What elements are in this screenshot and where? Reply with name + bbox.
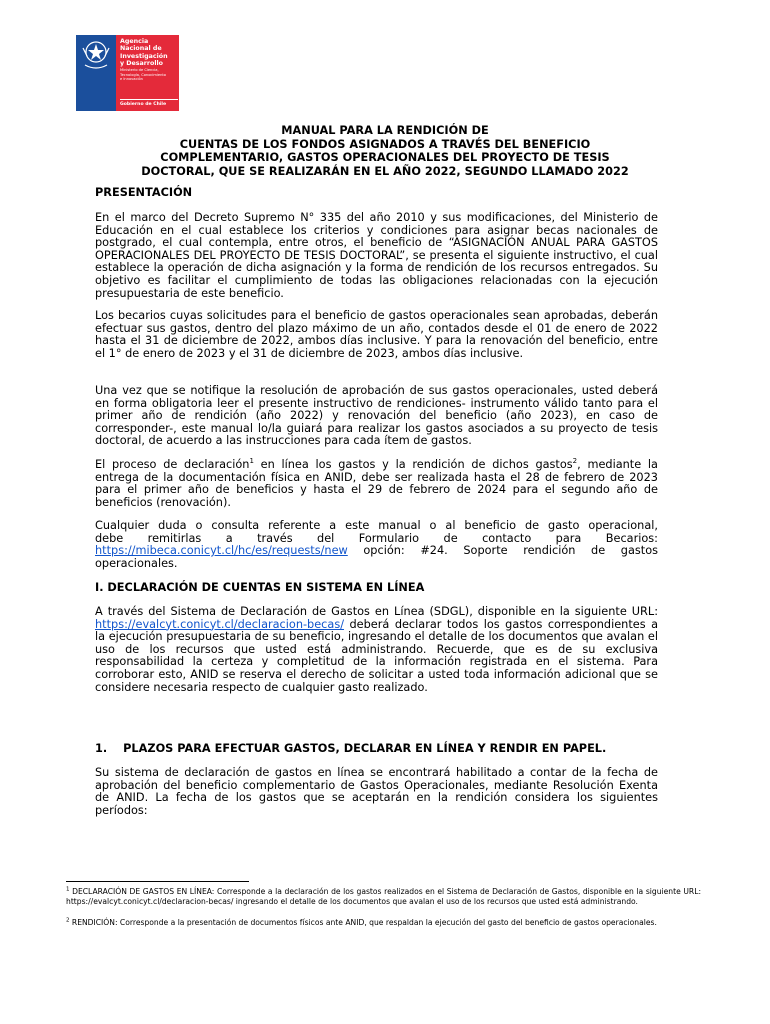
text-line: debe remitirlas a través del Formulario de contacto para Becarios: bbox=[95, 531, 658, 545]
text-run: El proceso de declaración bbox=[95, 458, 250, 471]
presentacion-heading: PRESENTACIÓN bbox=[95, 186, 193, 199]
text-run: deberá declarar todos los gastos correspondientes a la ejecución presupuestaria de su beneficio, ingresando el detalle de los documentos que avalan el uso de los recursos que usted está administrando. Recuerde, que es de su exclusiva responsabilidad la certeza y completitud de la información registrada en el sistema. Para corroborar esto, ANID se reserva el derecho de solicitar a usted toda información adicional que se considere necesaria respecto de cualquier gasto realizado. bbox=[95, 617, 658, 694]
title-line: CUENTAS DE LOS FONDOS ASIGNADOS A TRAVÉS DEL BENEFICIO bbox=[179, 137, 591, 151]
footnote-2 bbox=[66, 918, 701, 928]
footnote-1 bbox=[66, 887, 701, 907]
footnote-ref-2[interactable]: 2 bbox=[572, 457, 578, 466]
text-run: en línea los gastos y la rendición de dichos gastos bbox=[253, 458, 573, 471]
text-run: A través del Sistema de Declaración de Gastos en Línea (SDGL), disponible en la siguiente URL: bbox=[95, 605, 658, 618]
text-line bbox=[95, 545, 658, 570]
section-2-heading bbox=[95, 742, 606, 755]
paragraph-contacto bbox=[95, 520, 658, 570]
footnote-text: RENDICIÓN: Corresponde a la presentación de documentos físicos ante ANID, que respaldan la ejecución del gasto del beneficio de gastos operacionales. bbox=[69, 918, 657, 927]
document-title bbox=[95, 124, 675, 178]
paragraph-plazo: Los becarios cuyas solicitudes para el beneficio de gastos operacionales sean aprobadas, deberán efectuar sus gastos, dentro del plazo máximo de un año, contados desde el 01 de enero de 2022 hasta el 31 de diciembre de 2022, ambos días inclusive. Y para la renovación del beneficio, entre el 1° de enero de 2023 y el 31 de diciembre de 2023, ambos días inclusive. bbox=[95, 309, 658, 360]
sdgl-link[interactable]: https://evalcyt.conicyt.cl/declaracion-becas/ bbox=[95, 617, 345, 631]
government-label: Gobierno de Chile bbox=[120, 99, 178, 107]
footnote-divider bbox=[66, 881, 249, 882]
footnote-text: DECLARACIÓN DE GASTOS EN LÍNEA: Corresponde a la declaración de los gastos realizados en el Sistema de Declaración de Gastos, disponible en la siguiente URL: https://evalcyt.conicyt.cl/declaracion-becas/ ingresando el detalle de los documentos que avalan el uso de los recursos que usted está administrando. bbox=[66, 887, 701, 906]
paragraph-decreto: En el marco del Decreto Supremo N° 335 del año 2010 y sus modificaciones, del Ministerio de Educación en el cual establece los criterios y condiciones para asignar becas nacionales de postgrado, el cual contempla, entre otros, el beneficio de “ASIGNACIÓN ANUAL PARA GASTOS OPERACIONALES DEL PROYECTO DE TESIS DOCTORAL”, se presenta el siguiente instructivo, el cual establece la operación de dicha asignación y la forma de rendición de los recursos entregados. Su objetivo es facilitar el cumplimiento de todas las obligaciones relacionadas con la ejecución presupuestaria de este beneficio. bbox=[95, 211, 658, 300]
section-1-heading: I. DECLARACIÓN DE CUENTAS EN SISTEMA EN LÍNEA bbox=[95, 581, 425, 594]
paragraph-sdgl bbox=[95, 606, 658, 694]
footnote-number: 1 bbox=[66, 886, 70, 893]
title-line: DOCTORAL, QUE SE REALIZARÁN EN EL AÑO 2022, SEGUNDO LLAMADO 2022 bbox=[141, 164, 629, 178]
section-title: PLAZOS PARA EFECTUAR GASTOS, DECLARAR EN LÍNEA Y RENDIR EN PAPEL. bbox=[123, 742, 607, 755]
text-run: , mediante la entrega de la documentación física en ANID, debe ser realizada hasta el 28 de febrero de 2023 para el primer año de beneficios y hasta el 29 de febrero de 2024 para el segundo año de beneficios (renovación). bbox=[95, 458, 658, 509]
anid-logo bbox=[76, 35, 179, 111]
text-line: Cualquier duda o consulta referente a este manual o al beneficio de gasto operacional, bbox=[95, 519, 658, 532]
contact-form-link[interactable]: https://mibeca.conicyt.cl/hc/es/requests/new bbox=[95, 544, 348, 558]
title-line: COMPLEMENTARIO, GASTOS OPERACIONALES DEL PROYECTO DE TESIS bbox=[160, 151, 610, 164]
ministry-name: Ministerio de Ciencia, Tecnología, Conocimiento e Innovación bbox=[120, 68, 166, 81]
footnote-ref-1[interactable]: 1 bbox=[249, 457, 254, 466]
text-run: opción: #24. Soporte rendición de gastos operacionales. bbox=[95, 544, 658, 570]
paragraph-declaracion bbox=[95, 459, 658, 509]
title-line: MANUAL PARA LA RENDICIÓN DE bbox=[281, 124, 489, 137]
footnote-number: 2 bbox=[66, 917, 70, 924]
agency-name: Agencia Nacional de Investigación y Desarrollo bbox=[120, 38, 168, 68]
paragraph-notificacion: Una vez que se notifique la resolución de aprobación de sus gastos operacionales, usted deberá en forma obligatoria leer el presente instructivo de rendiciones- instrumento válido tanto para el primer año de rendición (año 2022) y renovación del beneficio (año 2023), en caso de corresponder-, este manual lo/la guiará para realizar los gastos asociados a su proyecto de tesis doctoral, de acuerdo a las instrucciones para cada ítem de gastos. bbox=[95, 384, 658, 448]
section-number: 1. bbox=[95, 742, 108, 755]
coat-of-arms-icon bbox=[79, 38, 113, 72]
paragraph-plazos: Su sistema de declaración de gastos en línea se encontrará habilitado a contar de la fecha de aprobación del beneficio complementario de Gastos Operacionales, mediante Resolución Exenta de ANID. La fecha de los gastos que se aceptarán en la rendición considera los siguientes períodos: bbox=[95, 766, 658, 817]
